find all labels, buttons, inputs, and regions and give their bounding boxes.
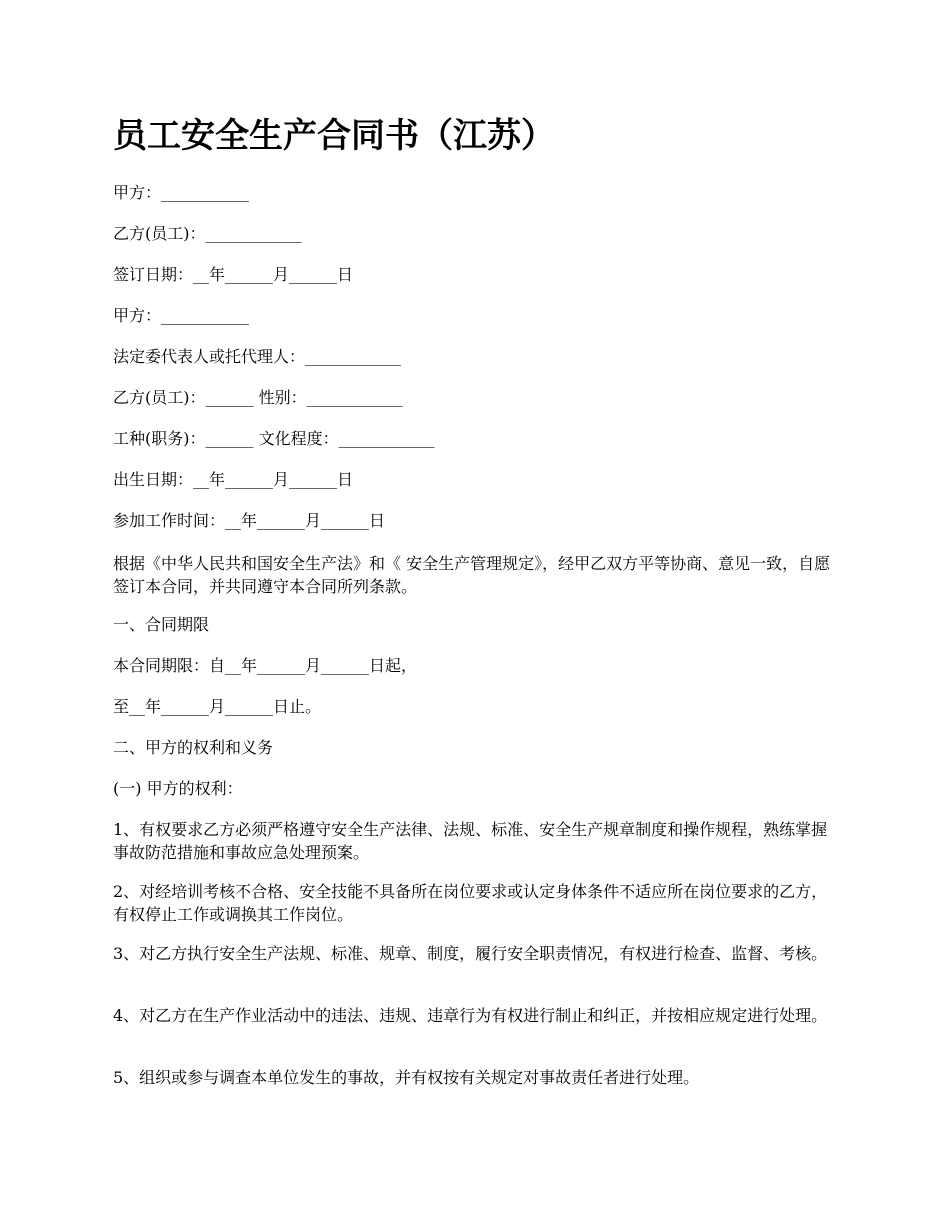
clause-item: 3、对乙方执行安全生产法规、标准、规章、制度，履行安全职责情况，有权进行检查、监督、考核。 <box>113 944 828 963</box>
term-end-line: 至__年______月______日止。 <box>113 697 322 716</box>
clause-item: 4、对乙方在生产作业活动中的违法、违规、违章行为有权进行制止和纠正，并按相应规定进行处理。 <box>113 1006 828 1025</box>
birth-date-line: 出生日期：__年______月______日 <box>113 470 354 489</box>
legal-representative-line: 法定委代表人或托代理人：____________ <box>113 347 402 366</box>
preamble-paragraph: 根据《中华人民共和国安全生产法》和《 安全生产管理规定》，经甲乙双方平等协商、意见一致，自愿签订本合同，并共同遵守本合同所列条款。 <box>113 554 831 596</box>
clause-item: 1、有权要求乙方必须严格遵守安全生产法律、法规、标准、安全生产规章制度和操作规程，熟练掌握事故防范措施和事故应急处理预案。 <box>113 820 828 862</box>
party-a-repeat-line: 甲方：___________ <box>113 306 250 325</box>
sign-date-line: 签订日期：__年______月______日 <box>113 265 354 284</box>
section-heading-term: 一、合同期限 <box>113 615 210 634</box>
job-education-line: 工种(职务)：______ 文化程度：____________ <box>113 429 435 448</box>
party-a-line: 甲方：___________ <box>113 183 250 202</box>
section-heading-party-a: 二、甲方的权利和义务 <box>113 738 274 757</box>
term-start-line: 本合同期限：自__年______月______日起， <box>113 656 418 675</box>
clause-item: 5、组织或参与调查本单位发生的事故，并有权按有关规定对事故责任者进行处理。 <box>113 1068 700 1087</box>
employee-gender-line: 乙方(员工)：______ 性别：____________ <box>113 388 403 407</box>
clause-item: 2、对经培训考核不合格、安全技能不具备所在岗位要求或认定身体条件不适应所在岗位要求的乙方，有权停止工作或调换其工作岗位。 <box>113 882 828 924</box>
party-b-line: 乙方(员工)：____________ <box>113 224 302 243</box>
subsection-heading-rights: (一) 甲方的权利： <box>113 779 243 798</box>
document-title: 员工安全生产合同书（江苏） <box>113 116 555 156</box>
work-start-line: 参加工作时间：__年______月______日 <box>113 511 386 530</box>
